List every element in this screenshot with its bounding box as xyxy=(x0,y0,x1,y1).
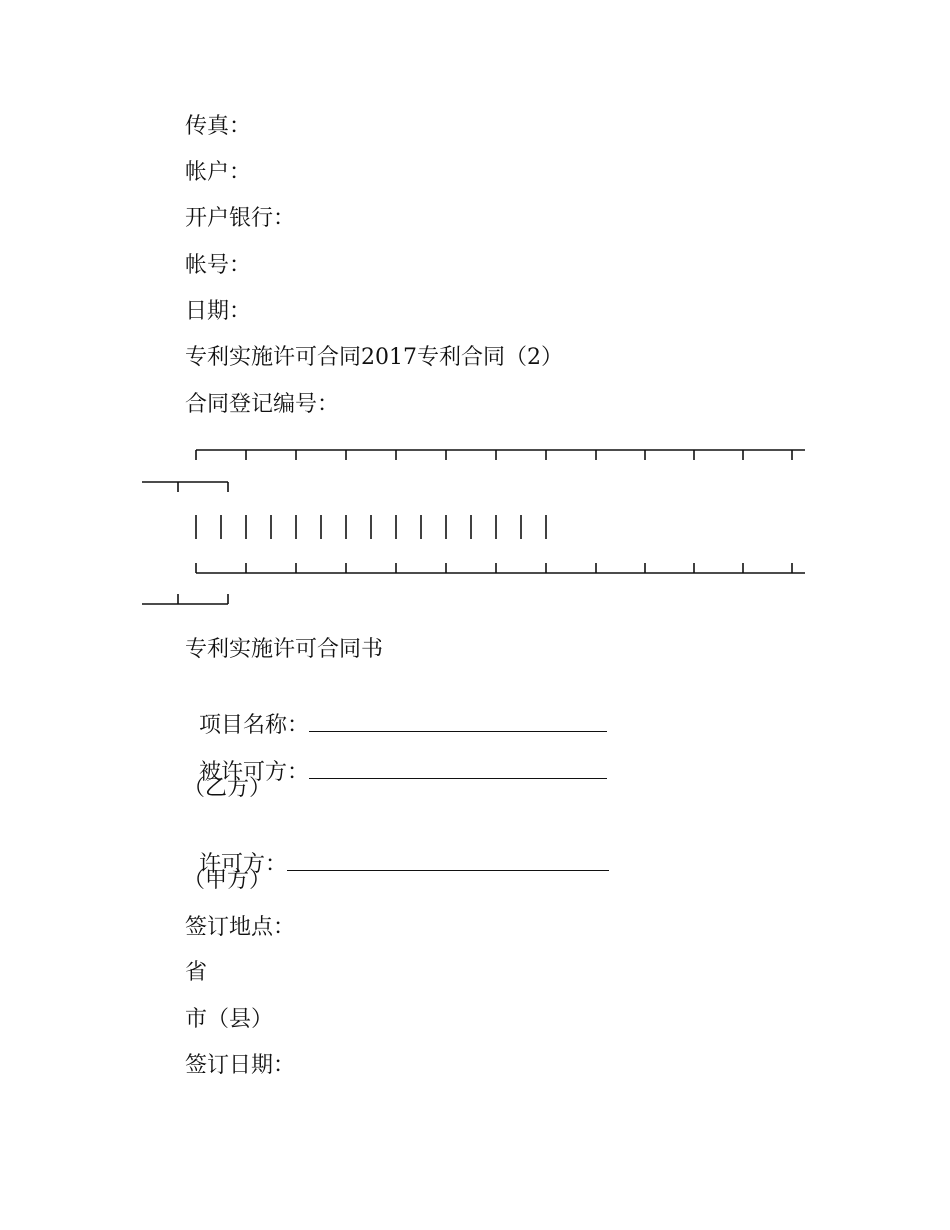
party-b-label: （乙方） xyxy=(183,776,272,801)
bank-label: 开户银行： xyxy=(185,206,296,231)
licensee-label: 被许可方： xyxy=(199,760,310,785)
licensor-label: 许可方： xyxy=(199,852,288,877)
document-title: 专利实施许可合同2017专利合同（2） xyxy=(185,345,563,370)
date-label: 日期： xyxy=(185,299,252,324)
account-label: 帐户： xyxy=(185,160,252,185)
sign-date-label: 签订日期： xyxy=(185,1053,296,1078)
fax-label: 传真： xyxy=(185,114,252,139)
contract-title: 专利实施许可合同书 xyxy=(185,637,384,662)
account-number-label: 帐号： xyxy=(185,253,252,278)
project-name-label: 项目名称： xyxy=(199,713,310,738)
licensor-blank[interactable] xyxy=(287,850,609,871)
party-a-label: （甲方） xyxy=(183,868,272,893)
province-label: 省 xyxy=(185,960,208,985)
registration-number-label: 合同登记编号： xyxy=(185,392,340,417)
licensee-blank[interactable] xyxy=(309,758,607,779)
city-county-label: 市（县） xyxy=(185,1007,274,1032)
sign-place-label: 签订地点： xyxy=(185,915,296,940)
